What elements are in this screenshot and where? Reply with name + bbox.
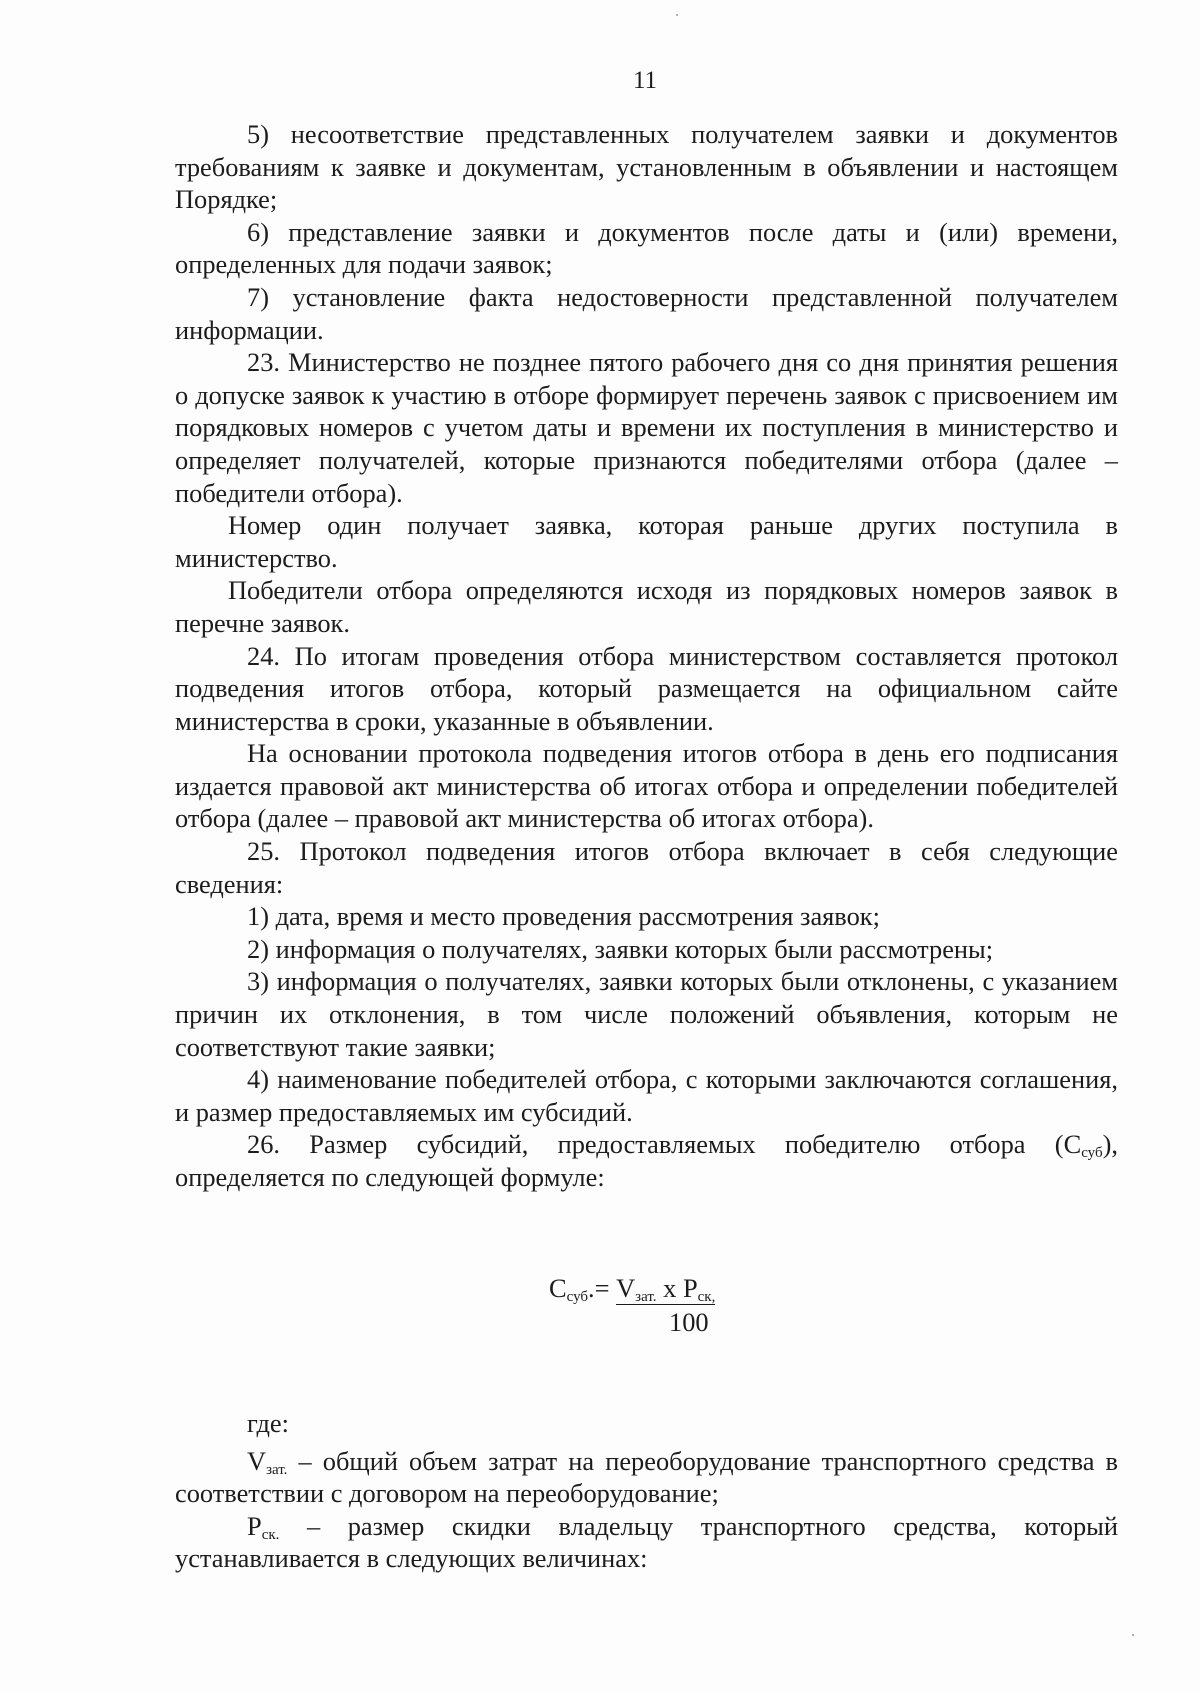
definition-v-text: – общий объем затрат на переоборудование транспортного средства в соответствии с договором на переоборудование; (175, 1445, 1118, 1509)
paragraph-number-one: Номер один получает заявка, которая раньше других поступила в министерство. (175, 510, 1118, 573)
paragraph-25-item-3: 3) информация о получателях, заявки которых были отклонены, с указанием причин их отклонения, в том числе положений объявления, которым не соответствуют такие заявки; (175, 966, 1118, 1062)
paragraph-25-item-4: 4) наименование победителей отбора, с которыми заключаются соглашения, и размер предоставляемых им субсидий. (175, 1064, 1118, 1127)
definition-v-symbol: V (247, 1445, 267, 1476)
definition-v-subscript: зат. (266, 1461, 288, 1478)
where-label: где: (247, 1408, 289, 1438)
paragraph-25: 25. Протокол подведения итогов отбора включает в себя следующие сведения: (175, 836, 1118, 899)
paragraph-25-item-1: 1) дата, время и место проведения рассмотрения заявок; (247, 901, 880, 932)
scan-speck (676, 14, 678, 16)
formula-lhs-subscript: суб (566, 1289, 589, 1305)
definitions (175, 1407, 1118, 1575)
subsidy-formula (549, 1273, 716, 1337)
paragraph-item-7: 7) установление факта недостоверности представленной получателем информации. (175, 281, 1118, 345)
formula-v-subscript: зат. (635, 1289, 657, 1305)
formula-lhs: С (549, 1273, 567, 1303)
formula-p-subscript: ск, (697, 1289, 716, 1305)
paragraph-winners: Победители отбора определяются исходя из порядковых номеров заявок в перечне заявок. (175, 575, 1118, 638)
paragraph-item-5: 5) несоответствие представленных получателем заявки и документов требованиям к заявке и документам, установленным в объявлении и настоящем Порядке; (175, 119, 1118, 215)
scan-speck (1132, 1634, 1134, 1636)
formula-equals: .= (588, 1273, 617, 1303)
paragraph-23: 23. Министерство не позднее пятого рабочего дня со дня принятия решения о допуске заявок к участию в отборе формирует перечень заявок с присвоением им порядковых номеров с учетом даты и времени их поступления в министерство и определяет получателей, которые признаются победителями отбора (далее – победители отбора). (175, 347, 1118, 508)
definition-p (175, 1510, 1118, 1575)
definition-p-text: – размер скидки владельцу транспортного средства, который устанавливается в следующих величинах: (175, 1510, 1118, 1574)
formula-times-p: х Р (656, 1273, 698, 1303)
paragraph-item-6: 6) представление заявки и документов после даты и (или) времени, определенных для подачи заявок; (175, 216, 1118, 280)
definition-v (175, 1445, 1118, 1510)
definition-p-symbol: Р (247, 1510, 262, 1541)
paragraph-26-subscript: суб (1081, 1145, 1103, 1162)
paragraph-26-tail: ), определяется по следующей формуле: (175, 1129, 1118, 1192)
paragraph-26 (175, 1128, 1118, 1193)
paragraph-26-text: 26. Размер субсидий, предоставляемых победителю отбора (С (247, 1129, 1082, 1160)
formula-numerator (616, 1273, 715, 1305)
paragraph-legal-act: На основании протокола подведения итогов отбора в день его подписания издается правовой акт министерства об итогах отбора и определении победителей отбора (далее – правовой акт министерства об итогах отбора). (175, 738, 1118, 834)
page-number: 11 (632, 67, 658, 94)
formula-v: V (616, 1273, 636, 1303)
definition-p-subscript: ск. (261, 1526, 280, 1543)
body-text (175, 118, 1118, 1194)
paragraph-24: 24. По итогам проведения отбора министерством составляется протокол подведения итогов отбора, который размещается на официальном сайте министерства в сроки, указанные в объявлении. (175, 640, 1118, 736)
paragraph-25-item-2: 2) информация о получателях, заявки которых были рассмотрены; (247, 933, 994, 964)
formula-denominator: 100 (669, 1307, 709, 1337)
